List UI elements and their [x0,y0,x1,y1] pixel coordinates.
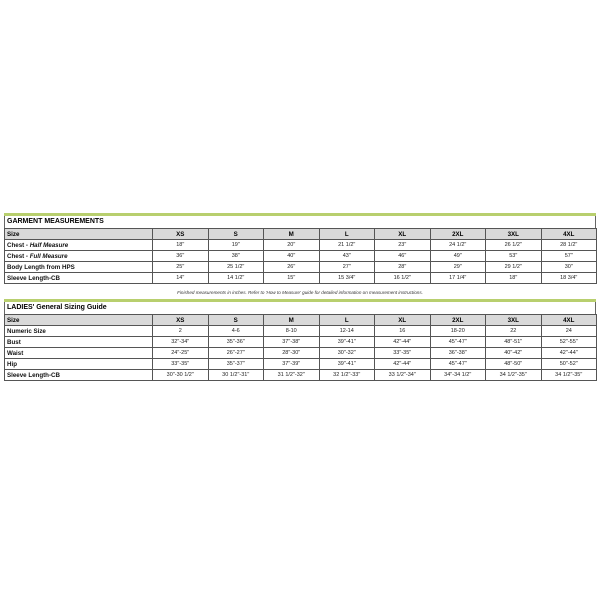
table-cell: 35"-37" [208,359,264,370]
table-cell: 53" [486,251,542,262]
table-cell: 18" [486,273,542,284]
table-cell: 33"-35" [153,359,209,370]
row-label [5,348,153,359]
table-cell: 24 [541,326,597,337]
table-cell: 32 1/2"-33" [319,370,375,381]
table-cell: 43" [319,251,375,262]
row-label-text: Numeric Size [7,327,46,335]
row-label-italic: Full Measure [29,252,68,260]
table-cell: 30" [541,262,597,273]
table-cell: 36" [153,251,209,262]
row-label [5,337,153,348]
table-cell: 28"-30" [264,348,320,359]
table-cell: 45"-47" [430,337,486,348]
table-cell: 42"-44" [375,359,431,370]
size-header: 2XL [430,229,486,240]
table-cell: 26" [264,262,320,273]
size-header: M [264,229,320,240]
row-label-italic: Half Measure [29,241,69,249]
size-header: S [208,229,264,240]
table-cell: 20" [264,240,320,251]
table-cell: 48"-50" [486,359,542,370]
table-row [5,326,597,337]
table-cell: 29" [430,262,486,273]
row-label-text: Body Length from HPS [7,263,75,271]
table-cell: 49" [430,251,486,262]
row-label [5,240,153,251]
size-header: XL [375,315,431,326]
table-cell: 21 1/2" [319,240,375,251]
table-cell: 40"-42" [486,348,542,359]
table-cell: 31 1/2"-32" [264,370,320,381]
row-label-text: Bust [7,338,21,346]
header-row [5,315,597,326]
size-header: 3XL [486,315,542,326]
table-cell: 18" [153,240,209,251]
table-cell: 17 1/4" [430,273,486,284]
table-cell: 26 1/2" [486,240,542,251]
table-cell: 50"-52" [541,359,597,370]
table-cell: 25 1/2" [208,262,264,273]
table-cell: 34 1/2"-35" [541,370,597,381]
table-cell: 8-10 [264,326,320,337]
size-header: XS [153,315,209,326]
table-cell: 25" [153,262,209,273]
table-cell: 34 1/2"-35" [486,370,542,381]
table-cell: 14" [153,273,209,284]
size-header: S [208,315,264,326]
table-cell: 35"-36" [208,337,264,348]
table-row [5,370,597,381]
table-cell: 30"-32" [319,348,375,359]
table-cell: 24 1/2" [430,240,486,251]
table-cell: 28 1/2" [541,240,597,251]
table-cell: 32"-34" [153,337,209,348]
table-cell: 37"-39" [264,359,320,370]
table-row [5,251,597,262]
row-label [5,370,153,381]
table-cell: 16 [375,326,431,337]
row-label-text: Sleeve Length-CB [7,274,60,282]
table-title: GARMENT MEASUREMENTS [4,216,596,228]
measurement-note: Finished measurements in inches. Refer to 'How to Measure' guide for detailed information on measurement instructions. [177,290,423,295]
garment-measurements-table [4,213,596,284]
table-cell: 18-20 [430,326,486,337]
table-cell: 42"-44" [541,348,597,359]
size-header: 4XL [541,315,597,326]
table-cell: 30 1/2"-31" [208,370,264,381]
table-cell: 40" [264,251,320,262]
table-row [5,348,597,359]
row-label [5,262,153,273]
table-cell: 36"-38" [430,348,486,359]
table-cell: 19" [208,240,264,251]
table-cell: 57" [541,251,597,262]
table-cell: 48"-51" [486,337,542,348]
size-header: 4XL [541,229,597,240]
table-cell: 39"-41" [319,359,375,370]
table-cell: 28" [375,262,431,273]
size-header: XS [153,229,209,240]
ladies-sizing-table [4,299,596,381]
size-header: L [319,229,375,240]
row-label-text: Waist [7,349,24,357]
ladies-table [4,314,597,381]
row-label [5,251,153,262]
table-cell: 39"-41" [319,337,375,348]
table-title: LADIES' General Sizing Guide [4,302,596,314]
table-cell: 15" [264,273,320,284]
table-cell: 26"-27" [208,348,264,359]
row-label-text: Chest - [7,241,30,249]
table-cell: 30"-30 1/2" [153,370,209,381]
table-cell: 33"-35" [375,348,431,359]
table-row [5,262,597,273]
table-cell: 42"-44" [375,337,431,348]
row-label-text: Chest - [7,252,30,260]
table-cell: 37"-38" [264,337,320,348]
table-cell: 4-6 [208,326,264,337]
row-label [5,326,153,337]
table-cell: 27" [319,262,375,273]
row-label-text: Sleeve Length-CB [7,371,60,379]
table-cell: 16 1/2" [375,273,431,284]
table-cell: 34"-34 1/2" [430,370,486,381]
table-row [5,240,597,251]
table-row [5,273,597,284]
table-row [5,337,597,348]
size-header: 2XL [430,315,486,326]
header-label: Size [5,315,153,326]
table-cell: 52"-55" [541,337,597,348]
size-header: M [264,315,320,326]
header-label: Size [5,229,153,240]
garment-table [4,228,597,284]
table-cell: 24"-25" [153,348,209,359]
size-header: L [319,315,375,326]
table-cell: 14 1/2" [208,273,264,284]
table-cell: 46" [375,251,431,262]
table-cell: 29 1/2" [486,262,542,273]
size-header: 3XL [486,229,542,240]
table-cell: 22 [486,326,542,337]
table-cell: 18 3/4" [541,273,597,284]
table-cell: 12-14 [319,326,375,337]
table-cell: 33 1/2"-34" [375,370,431,381]
table-cell: 2 [153,326,209,337]
size-header: XL [375,229,431,240]
table-cell: 45"-47" [430,359,486,370]
table-cell: 38" [208,251,264,262]
row-label [5,273,153,284]
table-cell: 23" [375,240,431,251]
header-row [5,229,597,240]
table-cell: 15 3/4" [319,273,375,284]
row-label-text: Hip [7,360,17,368]
table-row [5,359,597,370]
row-label [5,359,153,370]
